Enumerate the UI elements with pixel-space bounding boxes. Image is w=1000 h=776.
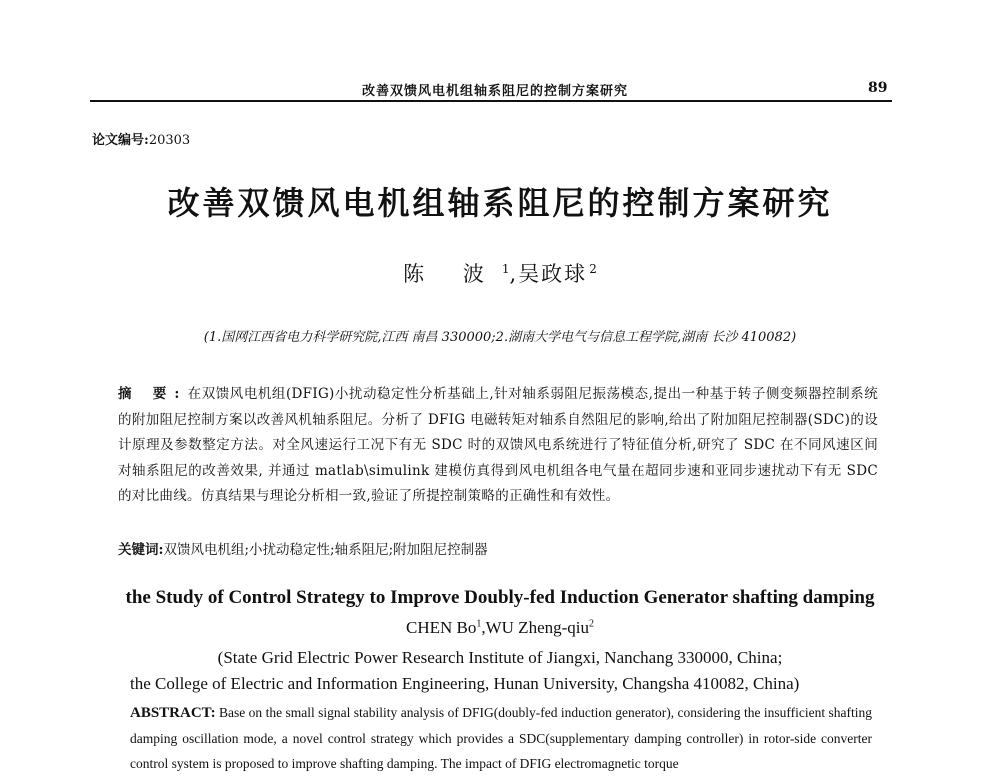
- title-en: the Study of Control Strategy to Improve Doubly-fed Induction Generator shafting damping: [125, 587, 875, 608]
- author-en-2: WU Zheng-qiu: [485, 618, 589, 637]
- author-en-2-sup: 2: [589, 618, 594, 630]
- affiliation-cn: (1.国网江西省电力科学研究院,江西 南昌 330000;2.湖南大学电气与信息工程学院,湖南 长沙 410082): [203, 330, 797, 345]
- running-title: 改善双馈风电机组轴系阻尼的控制方案研究: [361, 84, 628, 99]
- authors-en: [0, 618, 1000, 638]
- keywords-cn: [118, 538, 878, 558]
- author-en-1: CHEN Bo: [405, 618, 477, 637]
- abstract-cn-label: 摘 要:: [118, 386, 188, 402]
- abstract-en: [130, 700, 872, 776]
- author-cn-2: 吴政球: [518, 262, 588, 286]
- affiliation-en-line2: the College of Electric and Information Engineering, Hunan University, Changsha 410082, China): [130, 674, 800, 693]
- page-number: 89: [868, 80, 888, 96]
- author-cn-separator: ,: [509, 262, 519, 286]
- title-cn: 改善双馈风电机组轴系阻尼的控制方案研究: [167, 184, 833, 222]
- keywords-cn-text: 双馈风电机组;小扰动稳定性;轴系阻尼;附加阻尼控制器: [163, 542, 488, 558]
- article-number: [92, 129, 190, 148]
- author-en-1-sup: 1: [476, 618, 482, 630]
- abstract-en-text: Base on the small signal stability analysis of DFIG(doubly-fed induction generator), considering the insufficient shafting damping oscillation mode, a novel control strategy which provides a SDC(supplementary damping controller) in rotor-side converter control system is proposed to improve shafting damping. The impact of DFIG electromagnetic torque: [130, 705, 872, 771]
- keywords-cn-label: 关键词:: [118, 542, 164, 558]
- header-rule: [90, 100, 892, 102]
- affiliation-en-line1: (State Grid Electric Power Research Institute of Jiangxi, Nanchang 330000, China;: [217, 648, 783, 667]
- author-cn-1-sup: 1: [501, 262, 510, 276]
- article-number-label: 论文编号:: [92, 133, 149, 148]
- abstract-cn: [118, 382, 878, 510]
- author-en-separator: ,: [481, 618, 486, 637]
- article-number-value: 20303: [148, 133, 191, 148]
- abstract-en-label: ABSTRACT:: [130, 705, 216, 721]
- author-cn-2-sup: 2: [589, 262, 597, 276]
- authors-cn: [0, 258, 1000, 288]
- author-cn-1: 陈 波: [403, 262, 500, 286]
- abstract-cn-text: 在双馈风电机组(DFIG)小扰动稳定性分析基础上,针对轴系弱阻尼振荡模态,提出一种基于转子侧变频器控制系统的附加阻尼控制方案以改善风机轴系阻尼。分析了 DFIG 电磁转矩对轴系自然阻尼的影响,给出了附加阻尼控制器(SDC)的设计原理及参数整定方法。对全风速运行工况下有无 SDC 时的双馈风电系统进行了特征值分析,研究了 SDC 在不同风速区间对轴系阻尼的改善效果, 并通过 matlab\simulink 建模仿真得到风电机组各电气量在超同步速和亚同步速扰动下有无 SDC 的对比曲线。仿真结果与理论分析相一致,验证了所提控制策略的正确性和有效性。: [118, 386, 878, 504]
